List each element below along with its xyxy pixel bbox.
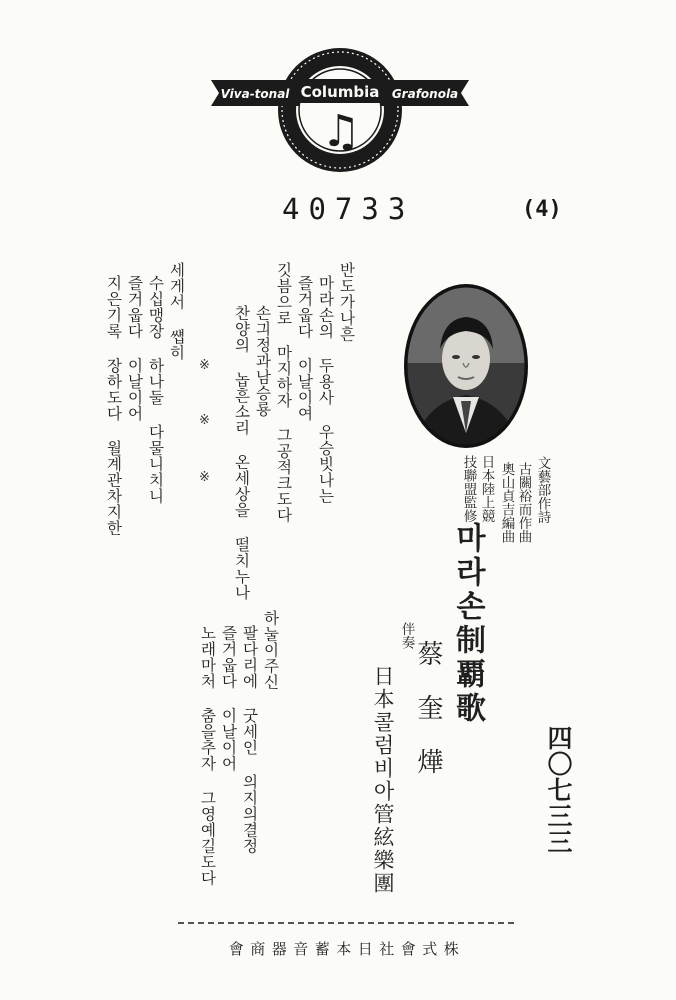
- logo-right-motto: Grafonola: [391, 87, 459, 101]
- lyricist-credit-2: 古關裕而作曲: [515, 462, 532, 543]
- logo-left-motto: Viva-tonal: [220, 87, 290, 101]
- columbia-logo: [205, 44, 475, 174]
- separator-mark: ※: [199, 470, 210, 485]
- catalog-number: 40733: [282, 192, 415, 226]
- footer-company: 會商器音蓄本日社會式株: [228, 940, 466, 958]
- lyric-line: 수십맹장 하나둘 다물니치니: [146, 275, 165, 504]
- lyric-line: 반도가나흔: [337, 262, 356, 342]
- lyric-line: 지은기록 장하도다 월계관차지한: [104, 275, 123, 536]
- lyric-line: 찬양의 놉흔소리 온세상을 떨치누나: [232, 305, 251, 601]
- lyricist-credit-1: 文藝部作詩: [534, 456, 551, 524]
- page-number: (4): [522, 197, 562, 222]
- separator-mark: ※: [199, 358, 210, 373]
- music-note-icon: ♫: [321, 106, 361, 157]
- footer-divider: [178, 922, 514, 924]
- lyric-line: 세게서 썝히: [167, 262, 186, 361]
- sponsor-credit-2: 技聯盟監修: [460, 455, 477, 523]
- side-catalog-number: 四〇七三三: [544, 725, 573, 855]
- lyric-line: 손긔정과남승룡: [253, 305, 272, 417]
- lyric-line: 마라손의 두용사 우승빗나는: [316, 275, 335, 504]
- logo-brand: Columbia: [300, 83, 380, 101]
- lyric-line: 팔다리에 굿세인 의지의결정: [240, 625, 259, 854]
- lyric-line: 하눌이주신: [261, 610, 280, 690]
- lyric-line: 깃븜으로 마지하자 그공적크도다: [274, 262, 293, 523]
- lyric-line: 노래마처 춤을추자 그영예길도다: [198, 625, 217, 886]
- composer-name: 蔡奎燁: [413, 640, 443, 802]
- performer-name: 日本콜럼비아管絃樂團: [371, 665, 395, 895]
- lyric-line: 즐거웁다 이날이어: [219, 625, 238, 772]
- lyric-line: 즐거웁다 이날이여: [295, 275, 314, 422]
- portrait-photo: [403, 283, 529, 449]
- song-title: 마라손制覇歌: [450, 522, 485, 726]
- lyric-line: 즐거웁다 이날이어: [125, 275, 144, 422]
- separator-mark: ※: [199, 413, 210, 428]
- sponsor-credit-1: 日本陸上競: [478, 455, 495, 523]
- performer-label: 伴奏: [398, 622, 415, 649]
- arranger-credit: 奧山貞吉編曲: [498, 462, 515, 543]
